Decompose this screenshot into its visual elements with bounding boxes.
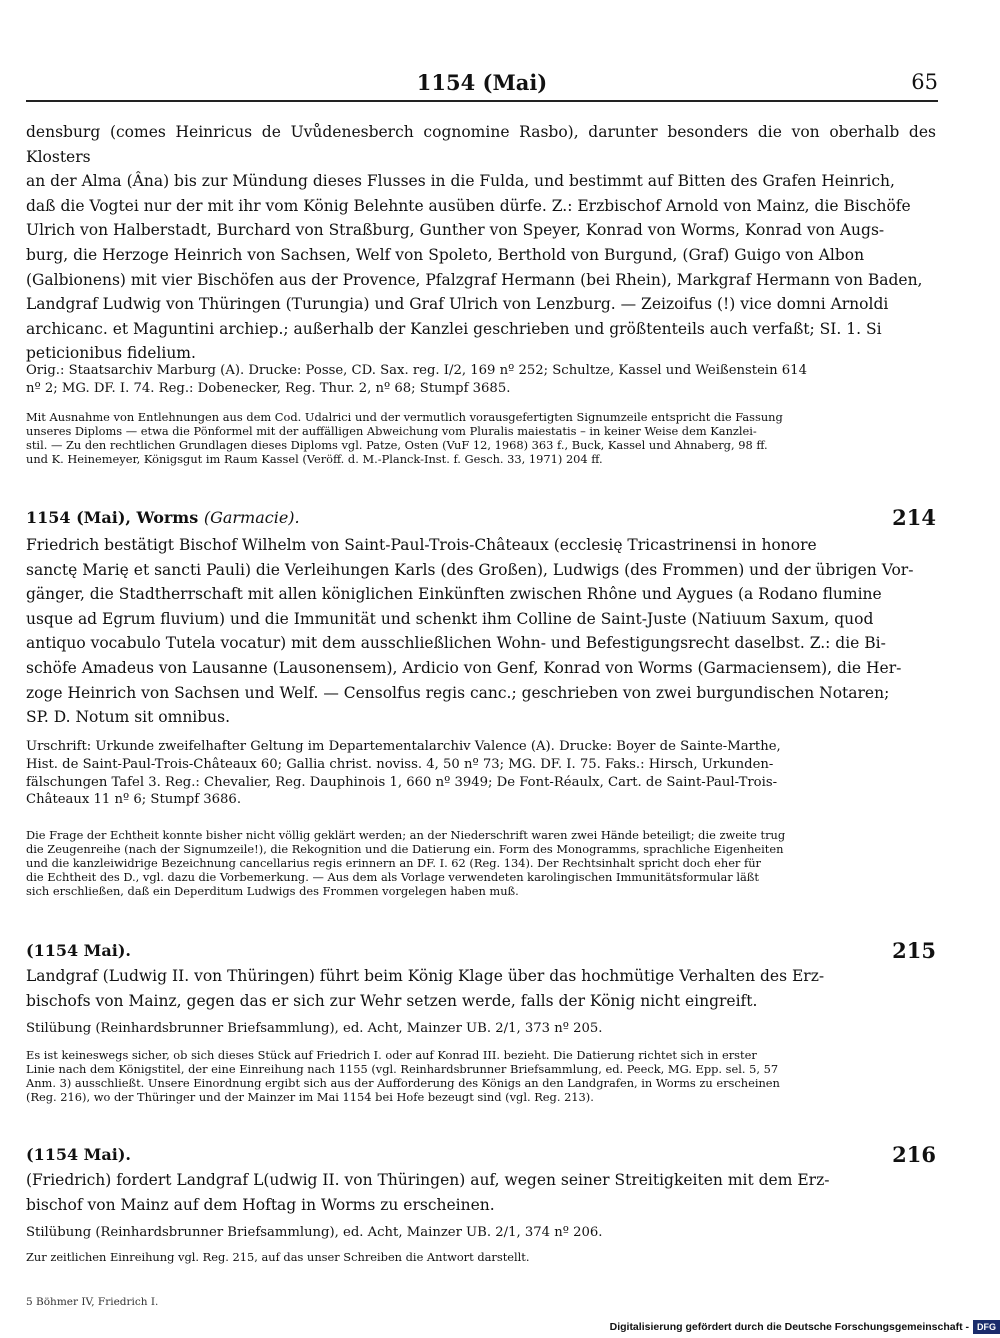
source-line: fälschungen Tafel 3. Reg.: Chevalier, Reg. Dauphinois 1, 660 nº 3949; De Font-Réaulx, Cart. de Saint-Paul-Trois-	[26, 774, 778, 790]
page-number: 65	[911, 70, 938, 94]
text-line: densburg (comes Heinricus de Uvůdenesberch cognomine Rasbo), darunter besonders die von oberhalb des Klosters	[26, 123, 936, 166]
source-line: Orig.: Staatsarchiv Marburg (A). Drucke: Posse, CD. Sax. reg. I/2, 169 nº 252; Schultze, Kassel und Weißenstein 614	[26, 363, 807, 378]
signature-mark: 5 Böhmer IV, Friedrich I.	[26, 1296, 159, 1308]
entry-date: (1154 Mai).	[26, 941, 131, 960]
text-line: peticionibus fidelium.	[26, 344, 196, 363]
text-line: Landgraf Ludwig von Thüringen (Turungia) und Graf Ulrich von Lenzburg. — Zeizoifus (!) vice domni Arnoldi	[26, 295, 889, 314]
source-line: nº 2; MG. DF. I. 74. Reg.: Dobenecker, Reg. Thur. 2, nº 68; Stumpf 3685.	[26, 380, 511, 396]
commentary-line: stil. — Zu den rechtlichen Grundlagen dieses Diploms vgl. Patze, Osten (VuF 12, 1968) 363 f., Buck, Kassel und Ahnaberg, 98 ff.	[26, 438, 768, 453]
entry-215-heading	[26, 938, 936, 963]
commentary-line: unseres Diploms — etwa die Pönformel mit der auffälligen Abweichung vom Pluralis maiestatis – in keiner Weise dem Kanzlei-	[26, 424, 757, 439]
text-line: bischof von Mainz auf dem Hoftag in Worms zu erscheinen.	[26, 1195, 495, 1214]
entry-216-commentary	[26, 1250, 936, 1264]
text-line: sanctę Marię et sancti Pauli) die Verleihungen Karls (des Großen), Ludwigs (des Frommen) und der übrigen Vor-	[26, 560, 914, 579]
entry-213-sources	[26, 362, 936, 398]
text-line: daß die Vogtei nur der mit ihr vom König Belehnte ausüben dürfe. Z.: Erzbischof Arnold von Mainz, die Bischöfe	[26, 196, 911, 215]
commentary-line: Zur zeitlichen Einreihung vgl. Reg. 215, auf das unser Schreiben die Antwort darstellt.	[26, 1250, 530, 1264]
dfg-logo: DFG	[973, 1320, 1000, 1334]
text-line: usque ad Egrum fluvium) und die Immunität und schenkt ihm Colline de Saint-Juste (Natiuum Saxum, quod	[26, 609, 874, 628]
digitization-text: Digitalisierung gefördert durch die Deutsche Forschungsgemeinschaft -	[609, 1321, 969, 1333]
commentary-line: und die kanzleiwidrige Bezeichnung cancellarius regis erinnern an DF. I. 62 (Reg. 134). Der Rechtsinhalt spricht doch eher für	[26, 856, 761, 871]
entry-213-commentary	[26, 410, 936, 466]
entry-date: (1154 Mai).	[26, 1145, 131, 1164]
entry-214-heading	[26, 505, 936, 530]
entry-214-commentary	[26, 828, 936, 898]
text-line: Landgraf (Ludwig II. von Thüringen) führt beim König Klage über das hochmütige Verhalten des Erz-	[26, 967, 825, 985]
commentary-line: und K. Heinemeyer, Königsgut im Raum Kassel (Veröff. d. M.-Planck-Inst. f. Gesch. 33, 1971) 204 ff.	[26, 452, 603, 467]
text-line: schöfe Amadeus von Lausanne (Lausonensem), Ardicio von Genf, Konrad von Worms (Garmaciensem), die Her-	[26, 658, 902, 677]
commentary-line: Anm. 3) ausschließt. Unsere Einordnung ergibt sich aus der Aufforderung des Königs an den Landgrafen, in Worms zu erscheinen	[26, 1076, 780, 1091]
entry-215-commentary	[26, 1048, 936, 1104]
entry-216-text	[26, 1168, 936, 1217]
entry-216-sources	[26, 1224, 936, 1242]
text-line: an der Alma (Âna) bis zur Mündung dieses Flusses in die Fulda, und bestimmt auf Bitten des Grafen Heinrich,	[26, 172, 895, 191]
source-line: Stilübung (Reinhardsbrunner Briefsammlung), ed. Acht, Mainzer UB. 2/1, 374 nº 206.	[26, 1225, 603, 1240]
entry-215-sources	[26, 1020, 936, 1038]
source-line: Hist. de Saint-Paul-Trois-Châteaux 60; Gallia christ. noviss. 4, 50 nº 73; MG. DF. I. 75. Faks.: Hirsch, Urkunden-	[26, 756, 774, 772]
text-line: antiquo vocabulo Tutela vocatur) mit dem ausschließlichen Wohn- und Befestigungsrecht daselbst. Z.: die Bi-	[26, 634, 886, 653]
source-line: Châteaux 11 nº 6; Stumpf 3686.	[26, 792, 242, 808]
text-line: gänger, die Stadtherrschaft mit allen königlichen Einkünften zwischen Rhône und Aygues (a Rodano flumine	[26, 585, 882, 604]
text-line: (Friedrich) fordert Landgraf L(udwig II. von Thüringen) auf, wegen seiner Streitigkeiten mit dem Erz-	[26, 1171, 830, 1189]
commentary-line: Die Frage der Echtheit konnte bisher nicht völlig geklärt werden; an der Niederschrift waren zwei Hände beteiligt; die zweite trug	[26, 828, 786, 842]
text-line: zoge Heinrich von Sachsen und Welf. — Censolfus regis canc.; geschrieben von zwei burgundischen Notaren;	[26, 683, 890, 702]
commentary-line: die Zeugenreihe (nach der Signumzeile!), die Rekognition und die Datierung ein. Form des Monogramms, sprachliche Eigenheiten	[26, 842, 784, 857]
text-line: Ulrich von Halberstadt, Burchard von Straßburg, Gunther von Speyer, Konrad von Worms, Konrad von Augs-	[26, 221, 885, 240]
commentary-line: die Echtheit des D., vgl. dazu die Vorbemerkung. — Aus dem als Vorlage verwendeten karolingischen Immunitätsformular läßt	[26, 870, 759, 885]
commentary-line: Es ist keineswegs sicher, ob sich dieses Stück auf Friedrich I. oder auf Konrad III. bezieht. Die Datierung richtet sich in erster	[26, 1048, 757, 1062]
entry-214-sources	[26, 738, 936, 809]
entry-213-text	[26, 120, 936, 366]
text-line: burg, die Herzoge Heinrich von Sachsen, Welf von Spoleto, Berthold von Burgund, (Graf) Guigo von Albon	[26, 245, 865, 264]
commentary-line: Mit Ausnahme von Entlehnungen aus dem Cod. Udalrici und der vermutlich vorausgefertigten Signumzeile entspricht die Fassung	[26, 410, 783, 424]
commentary-line: Linie nach dem Königstitel, der eine Einreihung nach 1155 (vgl. Reinhardsbrunner Briefsammlung, ed. Peeck, MG. Epp. sel. 5, 57	[26, 1062, 779, 1077]
text-line: (Galbionens) mit vier Bischöfen aus der Provence, Pfalzgraf Hermann (bei Rhein), Markgraf Hermann von Baden,	[26, 270, 923, 289]
text-line: archicanc. et Maguntini archiep.; außerhalb der Kanzlei geschrieben und größtenteils auch verfaßt; SI. 1. Si	[26, 319, 882, 338]
text-line: SP. D. Notum sit omnibus.	[26, 708, 231, 727]
entry-216-heading	[26, 1142, 936, 1167]
entry-date: 1154 (Mai), Worms	[26, 508, 199, 527]
entry-number: 214	[892, 505, 936, 530]
commentary-line: sich erschließen, daß ein Deperditum Ludwigs des Frommen vorgelegen haben muß.	[26, 884, 519, 899]
entry-215-text	[26, 964, 936, 1013]
source-line: Urschrift: Urkunde zweifelhafter Geltung im Departementalarchiv Valence (A). Drucke: Boyer de Sainte-Marthe,	[26, 739, 781, 754]
running-header	[26, 70, 938, 102]
entry-number: 216	[892, 1142, 936, 1167]
commentary-line: (Reg. 216), wo der Thüringer und der Mainzer im Mai 1154 bei Hofe bezeugt sind (vgl. Reg. 213).	[26, 1090, 594, 1105]
header-title: 1154 (Mai)	[416, 70, 548, 95]
text-line: bischofs von Mainz, gegen das er sich zur Wehr setzen werde, falls der König nicht eingreift.	[26, 991, 758, 1010]
entry-214-text	[26, 533, 936, 730]
digitization-notice	[610, 1320, 1000, 1334]
entry-number: 215	[892, 938, 936, 963]
entry-place: (Garmacie).	[203, 508, 300, 527]
source-line: Stilübung (Reinhardsbrunner Briefsammlung), ed. Acht, Mainzer UB. 2/1, 373 nº 205.	[26, 1021, 603, 1036]
text-line: Friedrich bestätigt Bischof Wilhelm von Saint-Paul-Trois-Châteaux (ecclesię Tricastrinensi in honore	[26, 536, 817, 554]
